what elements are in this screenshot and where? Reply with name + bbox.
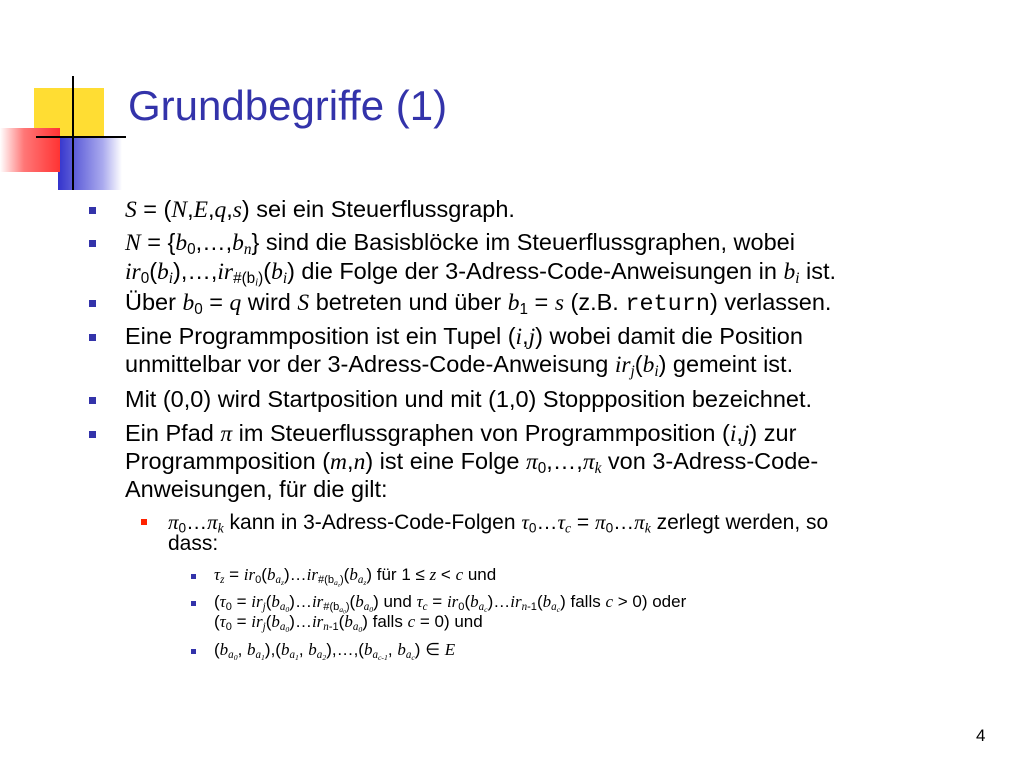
slide-title: Grundbegriffe (1) xyxy=(128,82,448,129)
sub-sub-bullet-marker xyxy=(191,574,196,579)
bullet-3: Über $b_0 = q$ wird S betreten und über $b_1 = s$ (z.B. return) verlassen. xyxy=(125,289,832,318)
bullet-marker xyxy=(89,207,96,214)
sub-sub-bullet-2-line-2: ($\tau_0$ = $ir_j(b_{a_0})\dots ir_{n-1}(b_{a_0})$ falls c = 0) und xyxy=(214,612,483,634)
bullet-marker xyxy=(89,431,96,438)
sub-bullet-marker xyxy=(141,519,147,525)
bullet-marker xyxy=(89,397,96,404)
bullet-2-line-1: $N = \{b_0,\dots,b_n\}$ sind die Basisblöcke im Steuerflussgraphen, wobei xyxy=(125,229,795,258)
sub-bullet-1-line-1: $\pi_0\dots\pi_k$ kann in 3-Adress-Code-Folgen $\tau_0\dots\tau_c$ = $\pi_0\dots\pi_k$ zerlegt werden, so xyxy=(168,510,829,536)
deco-horizontal-line xyxy=(36,136,126,138)
sub-sub-bullet-2-line-1: ($\tau_0$ = $ir_j(b_{a_0})\dots ir_{\#(b_{a_0})}(b_{a_0})$ und $\tau_c$ = $ir_0(b_{a_c})\dots ir_{n-1}(b_{a_c})$ falls c > 0) oder xyxy=(214,592,687,616)
bullet-4-line-1: Eine Programmposition ist ein Tupel (i,j) wobei damit die Position xyxy=(125,323,803,350)
sub-sub-bullet-marker xyxy=(191,601,196,606)
bullet-1: S = (N,E,q,s) sei ein Steuerflussgraph. xyxy=(125,196,515,223)
bullet-6-line-2: Programmposition (m,n) ist eine Folge $\pi_0,\dots,\pi_k$ von 3-Adress-Code- xyxy=(125,448,819,477)
bullet-marker xyxy=(89,334,96,341)
bullet-2-line-2: $ir_0(b_i),\dots,ir_{\#(b_i)}(b_i)$ die Folge der 3-Adress-Code-Anweisungen in $b_i$ ist. xyxy=(125,258,837,289)
bullet-marker xyxy=(89,240,96,247)
bullet-4-line-2: unmittelbar vor der 3-Adress-Code-Anweisung $ir_j(b_i)$ gemeint ist. xyxy=(125,351,794,380)
deco-red-square xyxy=(0,128,60,172)
bullet-6-line-3: Anweisungen, für die gilt: xyxy=(125,476,388,502)
bullet-6-line-1: Ein Pfad π im Steuerflussgraphen von Programmposition (i,j) zur xyxy=(125,420,797,447)
bullet-5: Mit (0,0) wird Startposition und mit (1,0) Stoppposition bezeichnet. xyxy=(125,386,813,412)
deco-vertical-line xyxy=(72,76,74,190)
sub-sub-bullet-3: ($b_{a_0}$, $b_{a_1}),(b_{a_1}$, $b_{a_2}),\dots,(b_{a_{c-1}}$, $b_{a_c}$) ∈ E xyxy=(214,640,456,662)
sub-sub-bullet-1: $\tau_z$ = $ir_0(b_{a_z})\dots ir_{\#(b_{a_z})}(b_{a_z})$ für 1 ≤ z < c und xyxy=(214,565,497,589)
page-number: 4 xyxy=(976,726,986,745)
bullet-marker xyxy=(89,300,96,307)
sub-bullet-1-line-2: dass: xyxy=(168,532,219,555)
deco-blue-square xyxy=(58,136,122,190)
sub-sub-bullet-marker xyxy=(191,649,196,654)
